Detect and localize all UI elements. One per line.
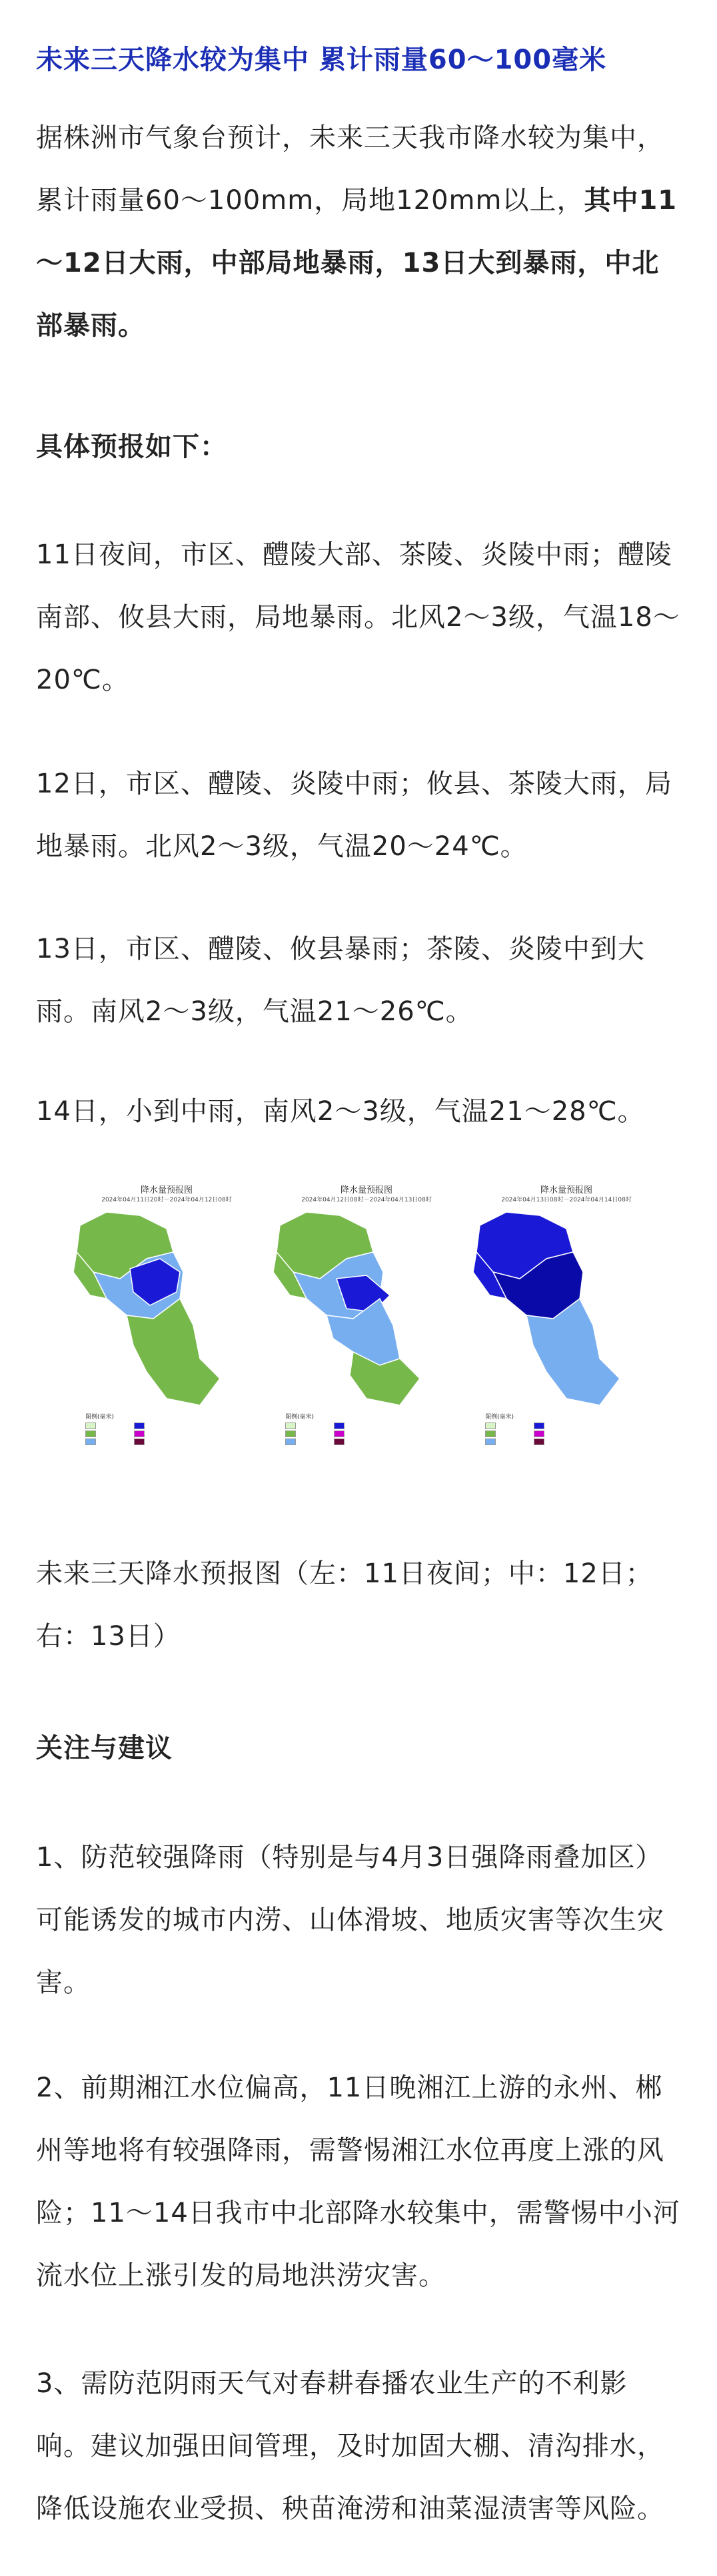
advice-item-3: 3、需防范阴雨天气对春耕春播农业生产的不利影响。建议加强田间管理，及时加固大棚、清沟排水，降低设施农业受损、秧苗淹涝和油菜湿渍害等风险。 — [36, 2368, 664, 2524]
map-12 — [267, 1179, 466, 1485]
map-legend: 图例(毫米) — [485, 1412, 578, 1445]
map-subtitle: 2024年04月11日20时－2024年04月12日08时 — [101, 1197, 232, 1203]
intro-bold-text: 其中11～12日大雨，中部局地暴雨，13日大到暴雨，中北部暴雨。 — [36, 185, 678, 341]
forecast-day11: 11日夜间，市区、醴陵大部、茶陵、炎陵中雨；醴陵南部、攸县大雨，局地暴雨。北风2～3级，气温18～20℃。 — [36, 539, 680, 695]
forecast-maps — [67, 1179, 666, 1485]
map-11-night — [67, 1179, 267, 1485]
map-graphic — [267, 1205, 466, 1412]
map-title: 降水量预报图 — [140, 1185, 193, 1195]
map-title: 降水量预报图 — [340, 1185, 392, 1195]
map-legend: 图例(毫米) — [85, 1412, 179, 1445]
map-13 — [466, 1179, 666, 1485]
forecast-day13: 13日，市区、醴陵、攸县暴雨；茶陵、炎陵中到大雨。南风2～3级，气温21～26℃。 — [36, 934, 645, 1027]
maps-caption: 未来三天降水预报图（左：11日夜间；中：12日；右：13日） — [36, 1558, 653, 1652]
advice-heading: 关注与建议 — [36, 1733, 173, 1764]
advice-item-2: 2、前期湘江水位偏高，11日晚湘江上游的永州、郴州等地将有较强降雨，需警惕湘江水位再度上涨的风险；11～14日我市中北部降水较集中，需警惕中小河流水位上涨引发的局地洪涝灾害。 — [36, 2073, 680, 2291]
map-graphic — [67, 1205, 267, 1412]
intro-paragraph — [36, 107, 681, 357]
map-subtitle: 2024年04月13日08时－2024年04月14日08时 — [501, 1197, 632, 1203]
map-title: 降水量预报图 — [540, 1185, 592, 1195]
map-graphic — [466, 1205, 666, 1412]
advice-item-1: 1、防范较强降雨（特别是与4月3日强降雨叠加区）可能诱发的城市内涝、山体滑坡、地质灾害等次生灾害。 — [36, 1842, 664, 1998]
forecast-heading: 具体预报如下： — [36, 432, 227, 462]
map-subtitle: 2024年04月12日08时－2024年04月13日08时 — [301, 1197, 432, 1203]
forecast-day14: 14日，小到中雨，南风2～3级，气温21～28℃。 — [36, 1096, 645, 1127]
intro-text: 据株洲市气象台预计，未来三天我市降水较为集中，累计雨量60～100mm，局地120mm以上， — [36, 123, 664, 216]
article-title: 未来三天降水较为集中 累计雨量60～100毫米 — [36, 45, 607, 75]
map-legend: 图例(毫米) — [285, 1412, 378, 1445]
forecast-day12: 12日，市区、醴陵、炎陵中雨；攸县、茶陵大雨，局地暴雨。北风2～3级，气温20～24℃。 — [36, 769, 672, 862]
